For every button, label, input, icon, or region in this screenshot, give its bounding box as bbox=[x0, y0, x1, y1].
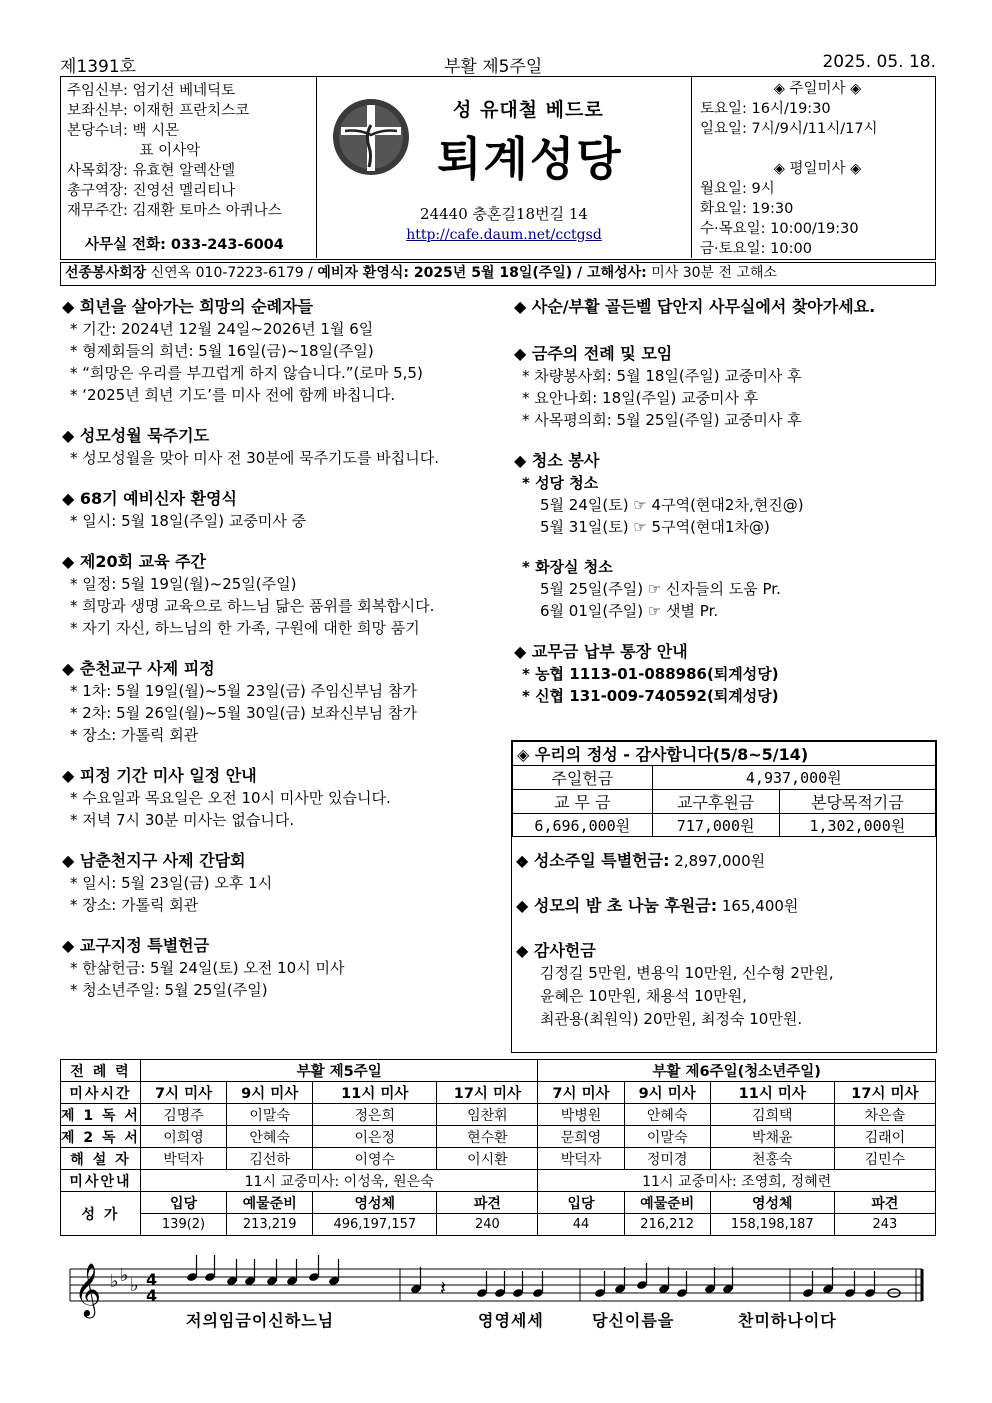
notice-item: * 1차: 5월 19일(월)~5월 23일(금) 주임신부님 참가 bbox=[70, 682, 417, 700]
notice-item: * 형제회들의 희년: 5월 16일(금)~18일(주일) bbox=[70, 342, 374, 360]
reader-name: 안혜숙 bbox=[227, 1126, 313, 1148]
mass-time: 11시 미사 bbox=[710, 1082, 834, 1104]
hymn-number: 158,198,187 bbox=[710, 1214, 834, 1236]
time-signature: 4 bbox=[146, 1270, 158, 1289]
hymn-header: 파견 bbox=[834, 1192, 935, 1214]
donor-line: 김정길 5만원, 변용익 10만원, 신수형 2만원, bbox=[540, 964, 834, 982]
notice-item: * 일정: 5월 19일(월)~25일(주일) bbox=[70, 575, 297, 593]
event-item: * 사목평의회: 5월 25일(주일) 교중미사 후 bbox=[522, 411, 802, 429]
bank-account: * 농협 1113-01-088986(퇴계성당) bbox=[522, 665, 779, 683]
parish-name: 퇴계성당 bbox=[437, 132, 623, 186]
row-label: 전 례 력 bbox=[61, 1060, 141, 1082]
table-row bbox=[61, 1126, 936, 1148]
lyric-phrase: 저의임금이신하느님 bbox=[186, 1311, 335, 1330]
hymn-header: 예물준비 bbox=[227, 1192, 313, 1214]
strip-value: 신연옥 010-7223-6179 / bbox=[146, 265, 318, 281]
section-title: ◆ 춘천교구 사제 피정 bbox=[62, 659, 215, 678]
notice-section bbox=[62, 295, 502, 406]
bank-section bbox=[514, 640, 936, 707]
bell-notice bbox=[514, 295, 936, 318]
mass-time: 7시 미사 bbox=[538, 1082, 624, 1104]
notice-section bbox=[62, 550, 502, 639]
section-title: ◆ 금주의 전례 및 모임 bbox=[514, 344, 673, 363]
notice-item: * 장소: 가톨릭 회관 bbox=[70, 726, 199, 744]
notice-item: * “희망은 우리를 부끄럽게 하지 않습니다.”(로마 5,5) bbox=[70, 364, 423, 382]
right-column bbox=[514, 295, 936, 725]
strip-label: 예비자 환영식: 2025년 5월 18일(주일) / 고해성사: bbox=[317, 265, 647, 281]
table-row bbox=[61, 1104, 936, 1126]
section-title: ◆ 68기 예비신자 환영식 bbox=[62, 489, 237, 508]
hymn-header: 입당 bbox=[140, 1192, 226, 1214]
offering-header: 교구후원금 bbox=[652, 790, 779, 814]
notice-section bbox=[62, 487, 502, 532]
info-strip bbox=[60, 262, 936, 286]
staff-line: 보좌신부: 이재헌 프란치스코 bbox=[67, 103, 250, 119]
flat-icon: ♭ bbox=[120, 1265, 129, 1286]
section-title: ◆ 성모성월 묵주기도 bbox=[62, 426, 210, 445]
mass-line: 금·토요일: 10:00 bbox=[700, 241, 812, 257]
notice-section bbox=[62, 424, 502, 469]
notice-section bbox=[62, 657, 502, 746]
staff-line: 표 이사악 bbox=[67, 143, 201, 159]
commentator-name: 천홍숙 bbox=[710, 1148, 834, 1170]
sunday-offering-value: 4,937,000원 bbox=[652, 766, 935, 790]
strip-label: 선종봉사회장 bbox=[65, 265, 147, 281]
liturgy-table bbox=[60, 1059, 936, 1236]
church-cleaning-label: * 성당 청소 bbox=[522, 474, 599, 492]
week-title: 부활 제6주일(청소년주일) bbox=[538, 1060, 936, 1082]
parish-subtitle: 성 유대철 베드로 bbox=[453, 99, 604, 121]
mass-line: 월요일: 9시 bbox=[700, 181, 775, 197]
event-item: * 차량봉사회: 5월 18일(주일) 교중미사 후 bbox=[522, 367, 802, 385]
mass-line: 일요일: 7시/9시/11시/17시 bbox=[700, 121, 878, 137]
section-title: ◆ 청소 봉사 bbox=[514, 451, 600, 470]
events-section bbox=[514, 342, 936, 431]
mass-time: 11시 미사 bbox=[313, 1082, 437, 1104]
reader-name: 이희영 bbox=[140, 1126, 226, 1148]
flat-icon: ♭ bbox=[110, 1271, 119, 1292]
offering-value: 6,696,000원 bbox=[513, 814, 653, 837]
reader-name: 김희택 bbox=[710, 1104, 834, 1126]
mass-time: 7시 미사 bbox=[140, 1082, 226, 1104]
mass-guide: 11시 교중미사: 조영희, 정혜련 bbox=[538, 1170, 936, 1192]
hymn-header: 입당 bbox=[538, 1192, 624, 1214]
reader-name: 현수환 bbox=[437, 1126, 538, 1148]
staff-line: 주임신부: 엄기선 베네딕토 bbox=[67, 83, 236, 99]
reader-name: 차은솔 bbox=[834, 1104, 935, 1126]
hymn-number: 213,219 bbox=[227, 1214, 313, 1236]
reader-name: 김명주 bbox=[140, 1104, 226, 1126]
issue-number: 제1391호 bbox=[60, 57, 137, 77]
hymn-number: 240 bbox=[437, 1214, 538, 1236]
treble-clef-icon: 𝄞 bbox=[74, 1262, 102, 1316]
reader-name: 박병원 bbox=[538, 1104, 624, 1126]
notice-item: * 기간: 2024년 12월 24일~2026년 1월 6일 bbox=[70, 320, 374, 338]
mass-line: 화요일: 19:30 bbox=[700, 201, 794, 217]
strip-value: 미사 30분 전 고해소 bbox=[646, 265, 778, 281]
notice-item: * 성모성월을 맞아 미사 전 30분에 묵주기도를 바칩니다. bbox=[70, 449, 440, 467]
commentator-name: 김선하 bbox=[227, 1148, 313, 1170]
issue-header bbox=[60, 52, 936, 77]
cleaning-item: 5월 25일(주일) ☞ 신자들의 도움 Pr. bbox=[540, 580, 781, 598]
sunday-offering-label: 주일헌금 bbox=[513, 766, 653, 790]
reader-name: 이말숙 bbox=[227, 1104, 313, 1126]
reader-name: 이은정 bbox=[313, 1126, 437, 1148]
cleaning-item: 5월 31일(토) ☞ 5구역(현대1차@) bbox=[540, 518, 770, 536]
notice-section bbox=[62, 849, 502, 916]
mass-time: 9시 미사 bbox=[624, 1082, 710, 1104]
staff-line: 재무주간: 김재환 토마스 아퀴나스 bbox=[67, 203, 282, 219]
commentator-name: 김민수 bbox=[834, 1148, 935, 1170]
staff-line: 총구역장: 진영선 멜리티나 bbox=[67, 183, 236, 199]
week-title: 부활 제5주일 bbox=[140, 1060, 537, 1082]
reader-name: 문희영 bbox=[538, 1126, 624, 1148]
donor-line: 윤혜은 10만원, 채용석 10만원, bbox=[540, 987, 747, 1005]
commentator-name: 정미경 bbox=[624, 1148, 710, 1170]
special-offering-label: ◆ 성소주일 특별헌금: bbox=[516, 851, 670, 870]
section-title: ◆ 피정 기간 미사 일정 안내 bbox=[62, 766, 257, 785]
section-title: ◆ 제20회 교육 주간 bbox=[62, 552, 207, 571]
notice-item: * 희망과 생명 교육으로 하느님 닮은 품위를 회복합시다. bbox=[70, 597, 435, 615]
candle-offering-label: ◆ 성모의 밤 초 나눔 후원금: bbox=[516, 896, 718, 915]
notice-item: * 장소: 가톨릭 회관 bbox=[70, 896, 199, 914]
notice-section bbox=[62, 934, 502, 1001]
section-title: ◆ 사순/부활 골든벨 답안지 사무실에서 찾아가세요. bbox=[514, 297, 876, 316]
commentator-name: 박덕자 bbox=[140, 1148, 226, 1170]
hymn-number: 139(2) bbox=[140, 1214, 226, 1236]
mass-time: 17시 미사 bbox=[437, 1082, 538, 1104]
mass-line: 토요일: 16시/19:30 bbox=[700, 101, 831, 117]
music-score bbox=[60, 1255, 936, 1345]
quarter-rest-icon: 𝄽 bbox=[440, 1276, 447, 1300]
office-phone: 사무실 전화: 033-243-6004 bbox=[85, 237, 284, 253]
offering-header: 교 무 금 bbox=[513, 790, 653, 814]
candle-offering bbox=[512, 894, 936, 917]
parish-block bbox=[317, 77, 691, 258]
reader-name: 임찬휘 bbox=[437, 1104, 538, 1126]
offering-title: ◈ 우리의 정성 - 감사합니다(5/8~5/14) bbox=[513, 742, 936, 766]
cleaning-section bbox=[514, 449, 936, 622]
mass-guide: 11시 교중미사: 이성욱, 원은숙 bbox=[140, 1170, 537, 1192]
candle-offering-value: 165,400원 bbox=[717, 897, 799, 915]
time-signature: 4 bbox=[146, 1286, 158, 1305]
weekday-mass-title: ◈ 평일미사 ◈ bbox=[773, 161, 862, 177]
parish-address: 24440 충혼길18번길 14 bbox=[420, 205, 588, 223]
row-label: 제 1 독 서 bbox=[61, 1104, 141, 1126]
lyric-phrase: 영영세세 bbox=[478, 1311, 544, 1330]
gift-offering bbox=[512, 939, 936, 1031]
issue-date: 2025. 05. 18. bbox=[822, 52, 936, 72]
reader-name: 이말숙 bbox=[624, 1126, 710, 1148]
liturgical-title: 부활 제5주일 bbox=[444, 57, 543, 77]
offering-header: 본당목적기금 bbox=[779, 790, 935, 814]
hymn-header: 영성체 bbox=[710, 1192, 834, 1214]
flat-icon: ♭ bbox=[130, 1275, 139, 1296]
hymn-number: 216,212 bbox=[624, 1214, 710, 1236]
reader-name: 정은희 bbox=[313, 1104, 437, 1126]
notice-item: * 일시: 5월 18일(주일) 교중미사 중 bbox=[70, 512, 307, 530]
row-label: 미사시간 bbox=[61, 1082, 141, 1104]
toilet-cleaning-label: * 화장실 청소 bbox=[522, 558, 613, 576]
commentator-name: 박덕자 bbox=[538, 1148, 624, 1170]
mass-time: 17시 미사 bbox=[834, 1082, 935, 1104]
lyric-phrase: 당신이름을 bbox=[592, 1311, 675, 1330]
hymn-number: 496,197,157 bbox=[313, 1214, 437, 1236]
mass-line: 수·목요일: 10:00/19:30 bbox=[700, 221, 859, 237]
hymn-header: 영성체 bbox=[313, 1192, 437, 1214]
row-label: 해 설 자 bbox=[61, 1148, 141, 1170]
staff-line: 사목회장: 유효현 알렉산델 bbox=[67, 163, 236, 179]
section-title: ◆ 교구지정 특별헌금 bbox=[62, 936, 210, 955]
reader-name: 박채윤 bbox=[710, 1126, 834, 1148]
cleaning-item: 5월 24일(토) ☞ 4구역(현대2차,현진@) bbox=[540, 496, 804, 514]
row-label: 제 2 독 서 bbox=[61, 1126, 141, 1148]
section-title: ◆ 남춘천지구 사제 간담회 bbox=[62, 851, 246, 870]
commentator-name: 이영수 bbox=[313, 1148, 437, 1170]
left-column bbox=[62, 295, 502, 1019]
commentator-name: 이시환 bbox=[437, 1148, 538, 1170]
mass-schedule bbox=[691, 77, 935, 258]
row-label: 미사안내 bbox=[61, 1170, 141, 1192]
offering-box bbox=[511, 740, 937, 1053]
lyric-phrase: 찬미하나이다 bbox=[738, 1311, 837, 1330]
offering-value: 1,302,000원 bbox=[779, 814, 935, 837]
bank-account: * 신협 131-009-740592(퇴계성당) bbox=[522, 687, 779, 705]
notice-item: * 수요일과 목요일은 오전 10시 미사만 있습니다. bbox=[70, 789, 391, 807]
cleaning-item: 6월 01일(주일) ☞ 샛별 Pr. bbox=[540, 602, 719, 620]
hymn-header: 예물준비 bbox=[624, 1192, 710, 1214]
mass-time: 9시 미사 bbox=[227, 1082, 313, 1104]
special-offering bbox=[512, 849, 936, 872]
reader-name: 김래이 bbox=[834, 1126, 935, 1148]
section-title: ◆ 희년을 살아가는 희망의 순례자들 bbox=[62, 297, 313, 316]
crucifix-logo-icon bbox=[331, 97, 411, 177]
notice-item: * 자기 자신, 하느님의 한 가족, 구원에 대한 희망 품기 bbox=[70, 619, 420, 637]
notice-item: * 2차: 5월 26일(월)~5월 30일(금) 보좌신부님 참가 bbox=[70, 704, 417, 722]
notice-item: * ‘2025년 희년 기도’를 미사 전에 함께 바칩니다. bbox=[70, 386, 396, 404]
hymn-number: 243 bbox=[834, 1214, 935, 1236]
masthead bbox=[60, 76, 936, 260]
notice-item: * 청소년주일: 5월 25일(주일) bbox=[70, 981, 268, 999]
sunday-mass-title: ◈ 주일미사 ◈ bbox=[773, 81, 862, 97]
notice-item: * 저녁 7시 30분 미사는 없습니다. bbox=[70, 811, 295, 829]
event-item: * 요안나회: 18일(주일) 교중미사 후 bbox=[522, 389, 759, 407]
gift-offering-title: ◆ 감사헌금 bbox=[516, 941, 596, 960]
notice-item: * 일시: 5월 23일(금) 오후 1시 bbox=[70, 874, 273, 892]
row-label: 성 가 bbox=[61, 1192, 141, 1236]
reader-name: 안혜숙 bbox=[624, 1104, 710, 1126]
special-offering-value: 2,897,000원 bbox=[669, 852, 766, 870]
notice-item: * 한삶헌금: 5월 24일(토) 오전 10시 미사 bbox=[70, 959, 345, 977]
staff-line: 본당수녀: 백 시몬 bbox=[67, 123, 180, 139]
notice-section bbox=[62, 764, 502, 831]
hymn-number: 44 bbox=[538, 1214, 624, 1236]
parish-url-link[interactable]: http://cafe.daum.net/cctgsd bbox=[406, 227, 602, 243]
section-title: ◆ 교무금 납부 통장 안내 bbox=[514, 642, 688, 661]
table-row bbox=[61, 1148, 936, 1170]
donor-line: 최관용(최원익) 20만원, 최정숙 10만원. bbox=[540, 1010, 803, 1028]
offering-table bbox=[512, 741, 936, 837]
offering-value: 717,000원 bbox=[652, 814, 779, 837]
hymn-header: 파견 bbox=[437, 1192, 538, 1214]
staff-list bbox=[61, 77, 317, 258]
